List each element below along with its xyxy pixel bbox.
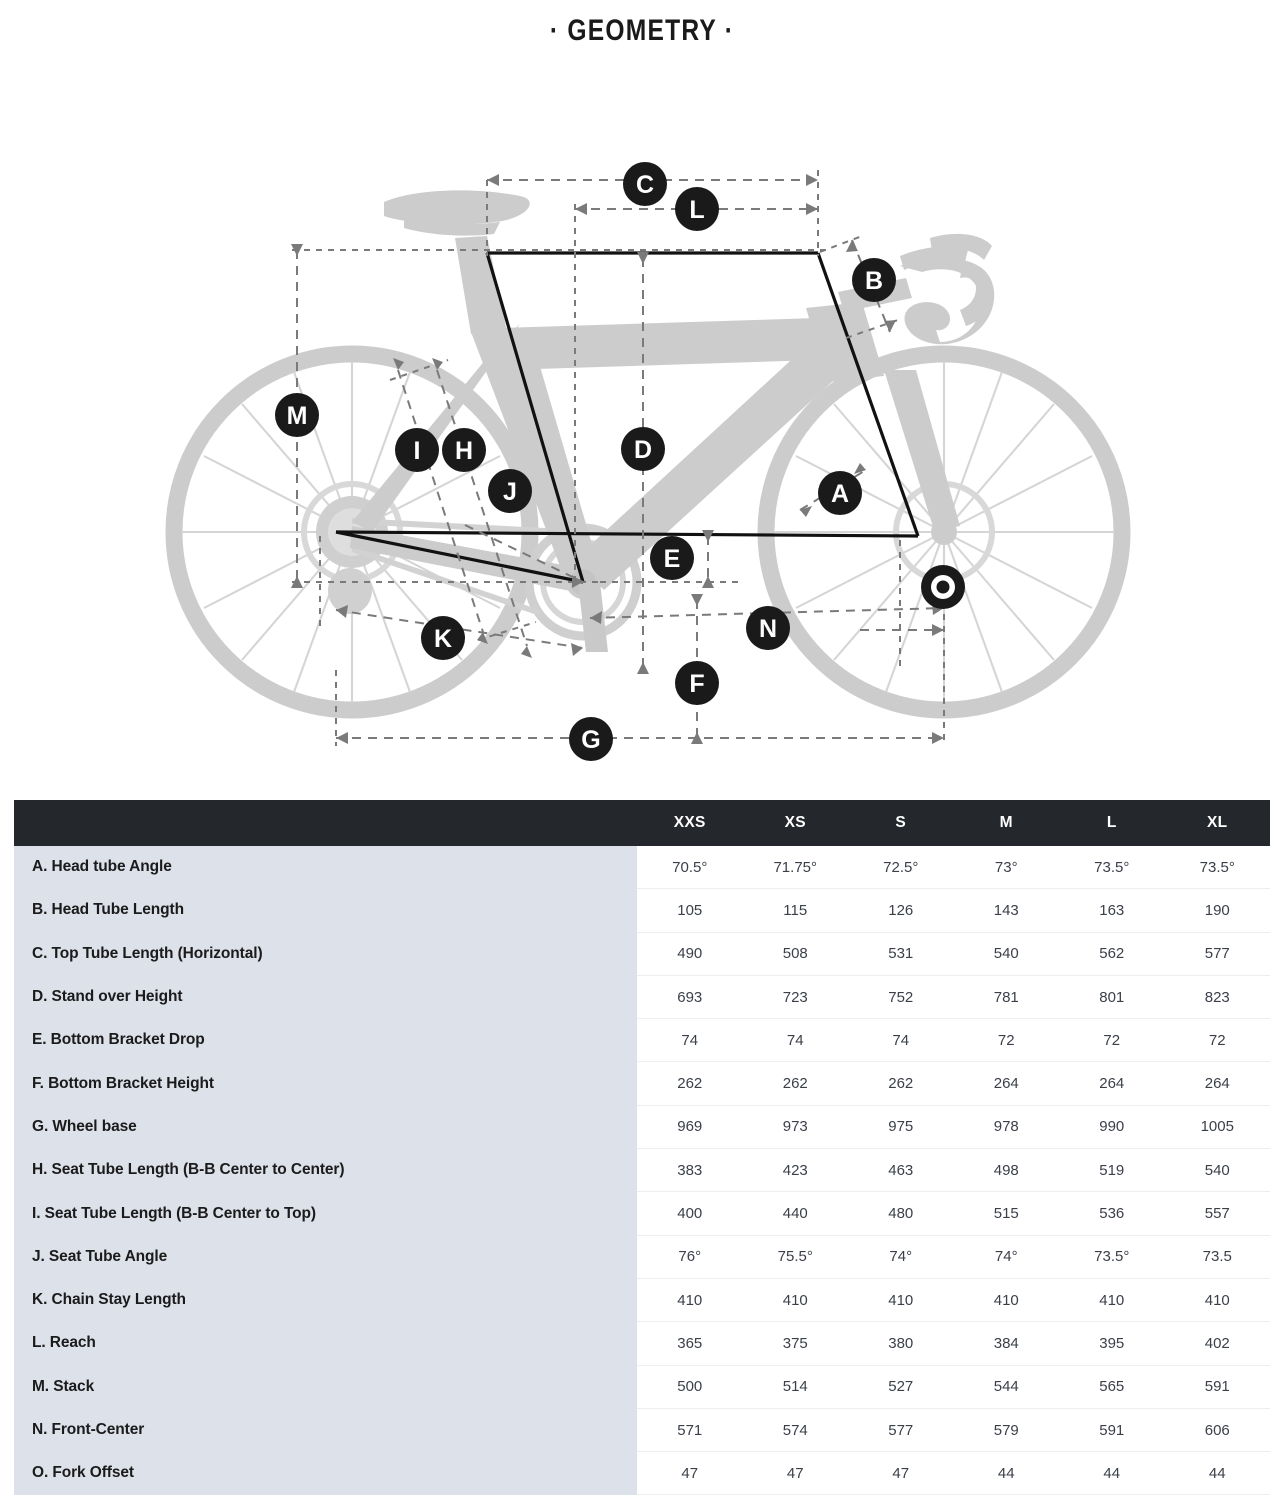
bike-geometry-diagram — [0, 70, 1284, 770]
row-label: L. Reach — [14, 1322, 637, 1365]
table-header — [14, 800, 1270, 846]
cell-m: 44 — [954, 1452, 1060, 1495]
table-header-row — [14, 800, 1270, 846]
cell-m: 579 — [954, 1408, 1060, 1451]
cell-xs: 75.5° — [743, 1235, 849, 1278]
cell-s: 975 — [848, 1105, 954, 1148]
row-label: N. Front-Center — [14, 1408, 637, 1451]
callout-n-label: N — [758, 615, 778, 643]
cell-s: 126 — [848, 889, 954, 932]
cell-l: 591 — [1059, 1408, 1165, 1451]
callout-f-label: F — [689, 670, 705, 698]
cell-xxs: 262 — [637, 1062, 743, 1105]
cell-m: 143 — [954, 889, 1060, 932]
cell-xs: 74 — [743, 1019, 849, 1062]
cell-xl: 264 — [1165, 1062, 1271, 1105]
cell-xl: 823 — [1165, 975, 1271, 1018]
cell-l: 44 — [1059, 1452, 1165, 1495]
table-row — [14, 846, 1270, 889]
row-label: E. Bottom Bracket Drop — [14, 1019, 637, 1062]
cell-s: 480 — [848, 1192, 954, 1235]
dimension-lines — [292, 170, 944, 746]
cell-s: 463 — [848, 1149, 954, 1192]
row-label: I. Seat Tube Length (B-B Center to Top) — [14, 1192, 637, 1235]
callout-d-label: D — [633, 436, 653, 464]
down-tube-shape — [574, 338, 845, 590]
cell-l: 536 — [1059, 1192, 1165, 1235]
cell-l: 73.5° — [1059, 1235, 1165, 1278]
cell-xxs: 400 — [637, 1192, 743, 1235]
callout-f — [675, 661, 719, 705]
page-title: · GEOMETRY · — [549, 14, 735, 47]
top-tube-shape — [499, 318, 818, 370]
geometry-table — [14, 800, 1270, 1495]
cell-xxs: 969 — [637, 1105, 743, 1148]
cell-xl: 410 — [1165, 1278, 1271, 1321]
callout-g — [569, 717, 613, 761]
cell-xxs: 490 — [637, 932, 743, 975]
cell-xxs: 410 — [637, 1278, 743, 1321]
cell-xl: 73.5 — [1165, 1235, 1271, 1278]
callout-h — [442, 428, 486, 472]
cell-l: 565 — [1059, 1365, 1165, 1408]
cell-l: 410 — [1059, 1278, 1165, 1321]
callout-a-label: A — [830, 480, 850, 508]
cell-xl: 402 — [1165, 1322, 1271, 1365]
cell-s: 410 — [848, 1278, 954, 1321]
callout-n — [746, 606, 790, 650]
cell-m: 74° — [954, 1235, 1060, 1278]
header-size-l: L — [1059, 800, 1165, 846]
cell-xs: 47 — [743, 1452, 849, 1495]
cell-xxs: 571 — [637, 1408, 743, 1451]
cell-xl: 1005 — [1165, 1105, 1271, 1148]
cell-l: 73.5° — [1059, 846, 1165, 889]
cell-s: 577 — [848, 1408, 954, 1451]
cell-s: 262 — [848, 1062, 954, 1105]
cell-l: 163 — [1059, 889, 1165, 932]
cell-xxs: 74 — [637, 1019, 743, 1062]
callout-a — [818, 471, 862, 515]
header-size-m: M — [954, 800, 1060, 846]
table-row — [14, 1365, 1270, 1408]
cell-m: 544 — [954, 1365, 1060, 1408]
row-label: G. Wheel base — [14, 1105, 637, 1148]
cell-s: 47 — [848, 1452, 954, 1495]
table-body — [14, 846, 1270, 1495]
callout-h-label: H — [454, 437, 474, 465]
cell-xs: 440 — [743, 1192, 849, 1235]
cell-s: 380 — [848, 1322, 954, 1365]
header-size-xxs: XXS — [637, 800, 743, 846]
cell-s: 531 — [848, 932, 954, 975]
cell-xxs: 500 — [637, 1365, 743, 1408]
cell-l: 264 — [1059, 1062, 1165, 1105]
cell-m: 498 — [954, 1149, 1060, 1192]
table-row — [14, 1452, 1270, 1495]
cell-xl: 540 — [1165, 1149, 1271, 1192]
cell-xxs: 383 — [637, 1149, 743, 1192]
table-row — [14, 1192, 1270, 1235]
cell-xl: 606 — [1165, 1408, 1271, 1451]
table-row — [14, 1408, 1270, 1451]
callout-b-label: B — [864, 267, 884, 295]
cell-m: 264 — [954, 1062, 1060, 1105]
callout-e-label: E — [663, 545, 681, 573]
table-row — [14, 1062, 1270, 1105]
cell-l: 519 — [1059, 1149, 1165, 1192]
cell-l: 801 — [1059, 975, 1165, 1018]
derailleur-shape — [328, 568, 372, 614]
callout-g-label: G — [581, 726, 601, 754]
cell-xs: 574 — [743, 1408, 849, 1451]
cell-xxs: 105 — [637, 889, 743, 932]
row-label: B. Head Tube Length — [14, 889, 637, 932]
callout-e — [650, 536, 694, 580]
cell-m: 978 — [954, 1105, 1060, 1148]
table-row — [14, 1235, 1270, 1278]
cell-xl: 557 — [1165, 1192, 1271, 1235]
cell-m: 515 — [954, 1192, 1060, 1235]
cell-xxs: 70.5° — [637, 846, 743, 889]
cell-m: 72 — [954, 1019, 1060, 1062]
cell-xl: 44 — [1165, 1452, 1271, 1495]
cell-s: 74 — [848, 1019, 954, 1062]
cell-xs: 375 — [743, 1322, 849, 1365]
cell-xl: 73.5° — [1165, 846, 1271, 889]
cell-xs: 71.75° — [743, 846, 849, 889]
cell-xs: 973 — [743, 1105, 849, 1148]
cell-s: 74° — [848, 1235, 954, 1278]
callout-m — [275, 393, 319, 437]
row-label: A. Head tube Angle — [14, 846, 637, 889]
row-label: D. Stand over Height — [14, 975, 637, 1018]
cell-m: 73° — [954, 846, 1060, 889]
callout-j-label: J — [503, 478, 517, 506]
cell-m: 410 — [954, 1278, 1060, 1321]
cell-xxs: 365 — [637, 1322, 743, 1365]
cell-xxs: 76° — [637, 1235, 743, 1278]
cell-l: 562 — [1059, 932, 1165, 975]
row-label: O. Fork Offset — [14, 1452, 637, 1495]
callout-k-label: K — [433, 625, 453, 653]
cell-xxs: 693 — [637, 975, 743, 1018]
cell-m: 384 — [954, 1322, 1060, 1365]
cell-xs: 514 — [743, 1365, 849, 1408]
cell-l: 990 — [1059, 1105, 1165, 1148]
header-size-s: S — [848, 800, 954, 846]
geometry-table-container — [14, 800, 1270, 1495]
cell-xs: 115 — [743, 889, 849, 932]
cell-l: 72 — [1059, 1019, 1165, 1062]
cell-xl: 591 — [1165, 1365, 1271, 1408]
callout-d — [621, 427, 665, 471]
callout-j — [488, 469, 532, 513]
row-label: C. Top Tube Length (Horizontal) — [14, 932, 637, 975]
cell-xl: 72 — [1165, 1019, 1271, 1062]
table-row — [14, 932, 1270, 975]
cell-m: 540 — [954, 932, 1060, 975]
header-measurement — [14, 800, 637, 846]
callout-i-label: I — [413, 437, 421, 465]
row-label: J. Seat Tube Angle — [14, 1235, 637, 1278]
cell-xxs: 47 — [637, 1452, 743, 1495]
callout-m-label: M — [286, 402, 308, 430]
table-row — [14, 1278, 1270, 1321]
bike-diagram-svg — [0, 70, 1284, 770]
callout-i — [395, 428, 439, 472]
table-row — [14, 1105, 1270, 1148]
table-row — [14, 1322, 1270, 1365]
callout-b — [852, 258, 896, 302]
row-label: F. Bottom Bracket Height — [14, 1062, 637, 1105]
cell-l: 395 — [1059, 1322, 1165, 1365]
cell-m: 781 — [954, 975, 1060, 1018]
row-label: M. Stack — [14, 1365, 637, 1408]
table-row — [14, 975, 1270, 1018]
cell-s: 72.5° — [848, 846, 954, 889]
callout-l — [675, 187, 719, 231]
header-size-xl: XL — [1165, 800, 1271, 846]
cell-xl: 577 — [1165, 932, 1271, 975]
cell-xs: 410 — [743, 1278, 849, 1321]
callout-k — [421, 616, 465, 660]
cell-s: 527 — [848, 1365, 954, 1408]
callout-c — [623, 162, 667, 206]
header-size-xs: XS — [743, 800, 849, 846]
callout-o — [921, 565, 965, 609]
callout-l-label: L — [689, 196, 705, 224]
cell-xl: 190 — [1165, 889, 1271, 932]
dimension-arrowheads — [291, 174, 944, 744]
row-label: H. Seat Tube Length (B-B Center to Center) — [14, 1149, 637, 1192]
cell-xs: 508 — [743, 932, 849, 975]
cell-xs: 423 — [743, 1149, 849, 1192]
cell-xs: 262 — [743, 1062, 849, 1105]
row-label: K. Chain Stay Length — [14, 1278, 637, 1321]
callout-c-label: C — [635, 171, 655, 199]
table-row — [14, 1149, 1270, 1192]
cell-s: 752 — [848, 975, 954, 1018]
cell-xs: 723 — [743, 975, 849, 1018]
table-row — [14, 1019, 1270, 1062]
table-row — [14, 889, 1270, 932]
